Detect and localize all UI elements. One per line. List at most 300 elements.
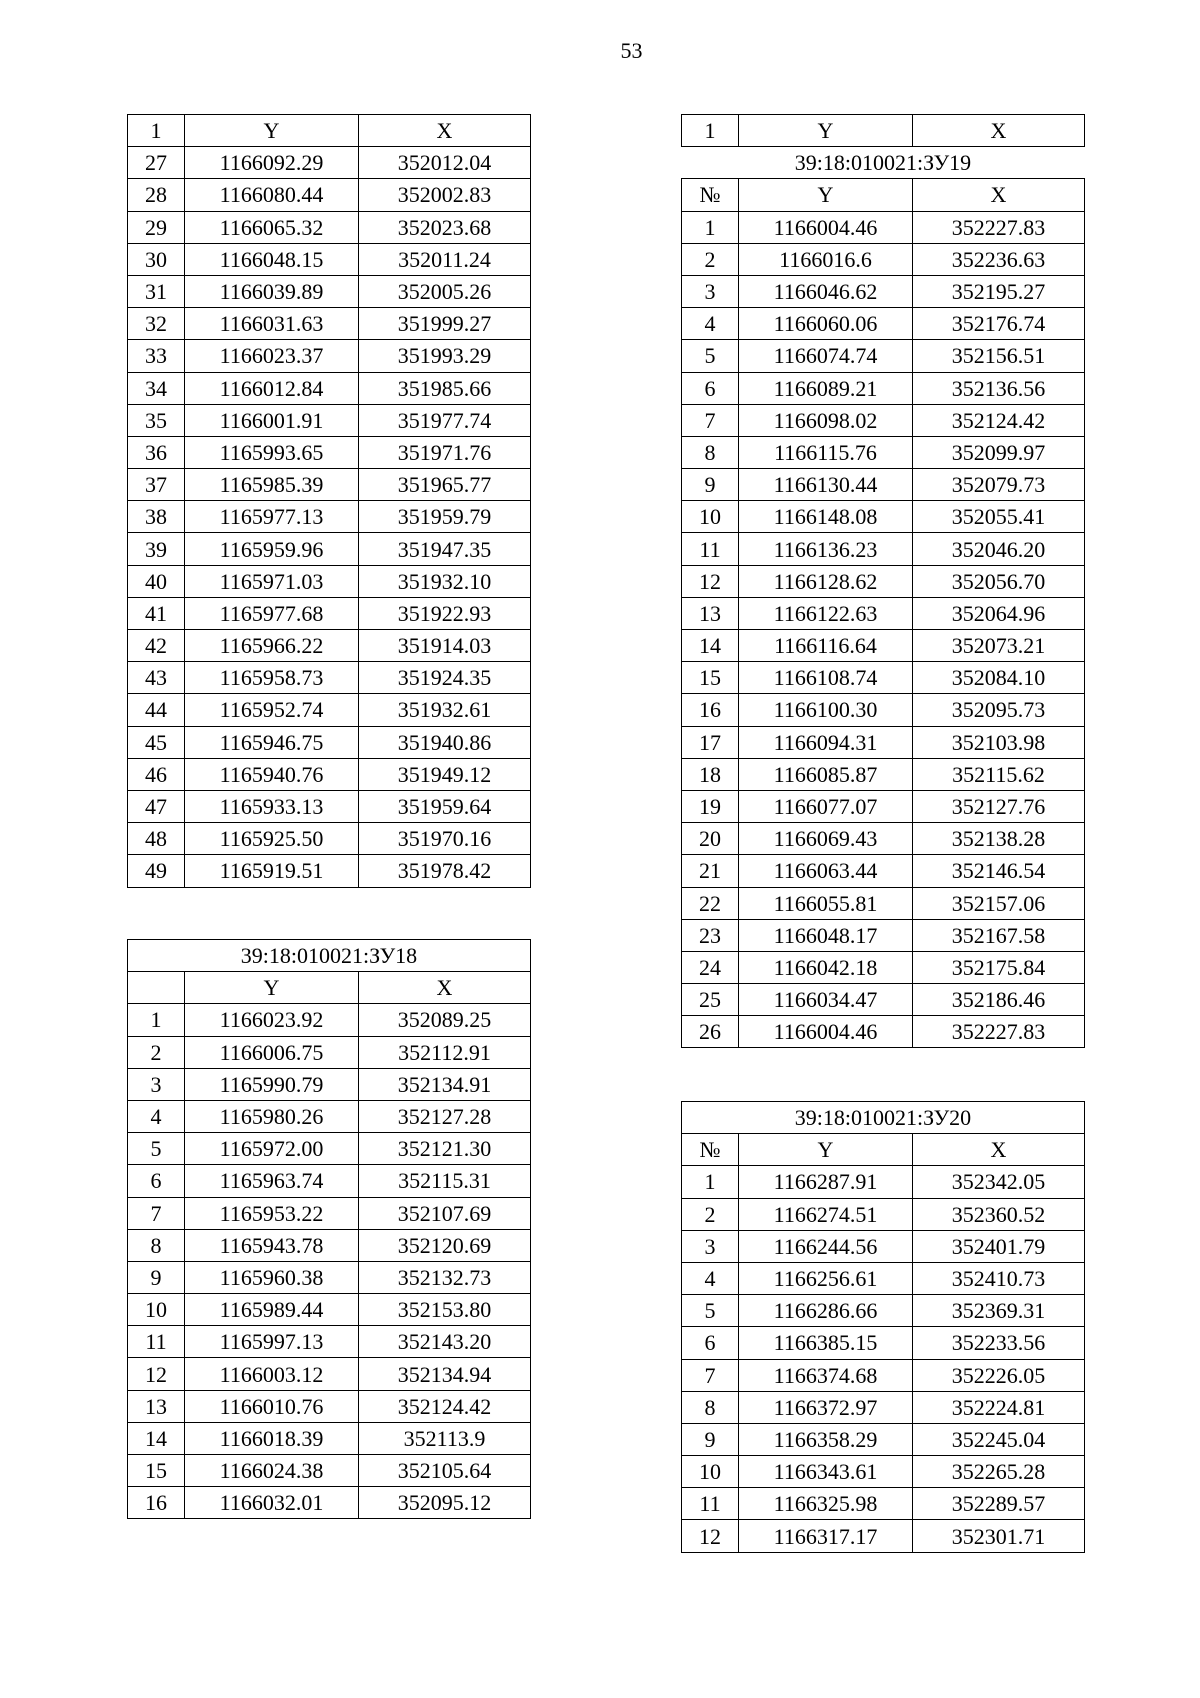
column-header-x: X <box>913 1134 1085 1166</box>
cell-y-coordinate: 1165966.22 <box>185 630 359 662</box>
table-row <box>682 501 1085 533</box>
cell-point-number: 43 <box>128 662 185 694</box>
table-row <box>682 758 1085 790</box>
table-row <box>128 147 531 179</box>
cell-y-coordinate: 1166001.91 <box>185 404 359 436</box>
cell-point-number: 7 <box>682 404 739 436</box>
cell-point-number: 4 <box>128 1100 185 1132</box>
cell-y-coordinate: 1166116.64 <box>739 630 913 662</box>
coordinates-table-continued-left <box>127 114 531 888</box>
column-header-x: X <box>913 179 1085 211</box>
cell-point-number: 27 <box>128 147 185 179</box>
cell-point-number: 10 <box>682 501 739 533</box>
cell-y-coordinate: 1165971.03 <box>185 565 359 597</box>
cell-point-number: 4 <box>682 1262 739 1294</box>
table-row <box>128 790 531 822</box>
cell-x-coordinate: 352056.70 <box>913 565 1085 597</box>
cell-x-coordinate: 352064.96 <box>913 597 1085 629</box>
table-row <box>128 1068 531 1100</box>
cell-x-coordinate: 352369.31 <box>913 1295 1085 1327</box>
cell-x-coordinate: 351971.76 <box>359 436 531 468</box>
cell-point-number: 45 <box>128 726 185 758</box>
cell-y-coordinate: 1166048.15 <box>185 243 359 275</box>
cell-point-number: 31 <box>128 275 185 307</box>
cell-y-coordinate: 1166055.81 <box>739 887 913 919</box>
cell-point-number: 44 <box>128 694 185 726</box>
cell-point-number: 5 <box>128 1133 185 1165</box>
table-row <box>128 1036 531 1068</box>
column-header-y: Y <box>739 115 913 147</box>
cell-point-number: 4 <box>682 308 739 340</box>
cell-x-coordinate: 351959.79 <box>359 501 531 533</box>
table-row <box>128 179 531 211</box>
parcel-title: 39:18:010021:ЗУ18 <box>128 940 531 972</box>
cell-x-coordinate: 352360.52 <box>913 1198 1085 1230</box>
cell-x-coordinate: 352132.73 <box>359 1261 531 1293</box>
cell-x-coordinate: 352143.20 <box>359 1326 531 1358</box>
cell-y-coordinate: 1165985.39 <box>185 469 359 501</box>
table-row <box>128 372 531 404</box>
cell-x-coordinate: 351965.77 <box>359 469 531 501</box>
cell-x-coordinate: 352103.98 <box>913 726 1085 758</box>
cell-point-number: 1 <box>682 1166 739 1198</box>
cell-x-coordinate: 351970.16 <box>359 823 531 855</box>
cell-x-coordinate: 352342.05 <box>913 1166 1085 1198</box>
cell-point-number: 8 <box>682 1391 739 1423</box>
cell-y-coordinate: 1166032.01 <box>185 1487 359 1519</box>
column-header-y: Y <box>739 179 913 211</box>
cell-point-number: 2 <box>682 1198 739 1230</box>
cell-y-coordinate: 1166094.31 <box>739 726 913 758</box>
cell-point-number: 46 <box>128 758 185 790</box>
cell-x-coordinate: 352011.24 <box>359 243 531 275</box>
cell-x-coordinate: 352175.84 <box>913 951 1085 983</box>
table-row <box>128 694 531 726</box>
table-row <box>682 726 1085 758</box>
cell-y-coordinate: 1166010.76 <box>185 1390 359 1422</box>
table-row <box>682 308 1085 340</box>
cell-y-coordinate: 1166039.89 <box>185 275 359 307</box>
cell-x-coordinate: 351932.61 <box>359 694 531 726</box>
cell-point-number: 12 <box>682 1520 739 1552</box>
cell-y-coordinate: 1166012.84 <box>185 372 359 404</box>
cell-point-number: 34 <box>128 372 185 404</box>
cell-point-number: 32 <box>128 308 185 340</box>
table-title-row <box>682 147 1085 179</box>
cell-point-number: 6 <box>682 1327 739 1359</box>
table-row <box>128 469 531 501</box>
cell-y-coordinate: 1166089.21 <box>739 372 913 404</box>
cell-y-coordinate: 1165958.73 <box>185 662 359 694</box>
cell-x-coordinate: 352055.41 <box>913 501 1085 533</box>
cell-x-coordinate: 351999.27 <box>359 308 531 340</box>
cell-x-coordinate: 352113.9 <box>359 1422 531 1454</box>
table-row <box>128 1422 531 1454</box>
cell-point-number: 10 <box>128 1294 185 1326</box>
table-row <box>128 1100 531 1132</box>
table-row <box>682 1198 1085 1230</box>
cell-y-coordinate: 1166074.74 <box>739 340 913 372</box>
cell-y-coordinate: 1166023.92 <box>185 1004 359 1036</box>
table-title-row <box>128 940 531 972</box>
table-row <box>682 887 1085 919</box>
cell-x-coordinate: 351924.35 <box>359 662 531 694</box>
cell-point-number: 11 <box>128 1326 185 1358</box>
cell-point-number: 28 <box>128 179 185 211</box>
cell-x-coordinate: 352084.10 <box>913 662 1085 694</box>
table-row <box>128 243 531 275</box>
cell-x-coordinate: 352127.28 <box>359 1100 531 1132</box>
cell-y-coordinate: 1166130.44 <box>739 469 913 501</box>
cell-x-coordinate: 352233.56 <box>913 1327 1085 1359</box>
cell-x-coordinate: 352138.28 <box>913 823 1085 855</box>
cell-y-coordinate: 1166274.51 <box>739 1198 913 1230</box>
table-row <box>128 630 531 662</box>
cell-y-coordinate: 1166256.61 <box>739 1262 913 1294</box>
cell-y-coordinate: 1166080.44 <box>185 179 359 211</box>
cell-point-number: 11 <box>682 1488 739 1520</box>
cell-x-coordinate: 351914.03 <box>359 630 531 662</box>
table-body <box>682 115 1085 1048</box>
cell-point-number: 14 <box>682 630 739 662</box>
column-header-number: № <box>682 179 739 211</box>
cell-y-coordinate: 1165952.74 <box>185 694 359 726</box>
cell-point-number: 16 <box>682 694 739 726</box>
cell-y-coordinate: 1166018.39 <box>185 1422 359 1454</box>
table-row <box>128 308 531 340</box>
cell-point-number: 7 <box>128 1197 185 1229</box>
cell-point-number: 14 <box>128 1422 185 1454</box>
column-header-y: Y <box>185 972 359 1004</box>
cell-x-coordinate: 352195.27 <box>913 275 1085 307</box>
cell-point-number: 25 <box>682 984 739 1016</box>
cell-y-coordinate: 1166077.07 <box>739 790 913 822</box>
table-row <box>682 790 1085 822</box>
cell-x-coordinate: 352023.68 <box>359 211 531 243</box>
table-row <box>682 1520 1085 1552</box>
page-number: 53 <box>620 38 643 63</box>
table-body <box>128 940 531 1519</box>
cell-y-coordinate: 1165989.44 <box>185 1294 359 1326</box>
cell-x-coordinate: 352105.64 <box>359 1455 531 1487</box>
cell-point-number: 6 <box>128 1165 185 1197</box>
cell-y-coordinate: 1165980.26 <box>185 1100 359 1132</box>
cell-x-coordinate: 352115.31 <box>359 1165 531 1197</box>
table-row <box>682 984 1085 1016</box>
table-row <box>128 436 531 468</box>
cell-x-coordinate: 351940.86 <box>359 726 531 758</box>
table-row <box>682 1166 1085 1198</box>
column-header-x: X <box>359 972 531 1004</box>
cell-point-number: 8 <box>682 436 739 468</box>
cell-y-coordinate: 1166048.17 <box>739 919 913 951</box>
cell-y-coordinate: 1166122.63 <box>739 597 913 629</box>
cell-x-coordinate: 352146.54 <box>913 855 1085 887</box>
cell-x-coordinate: 351949.12 <box>359 758 531 790</box>
table-row <box>128 758 531 790</box>
table-row <box>682 1456 1085 1488</box>
cell-y-coordinate: 1166069.43 <box>739 823 913 855</box>
table-row <box>682 1391 1085 1423</box>
cell-y-coordinate: 1166016.6 <box>739 243 913 275</box>
cell-point-number: 3 <box>682 1230 739 1262</box>
cell-y-coordinate: 1166244.56 <box>739 1230 913 1262</box>
table-row <box>682 340 1085 372</box>
table-row <box>682 211 1085 243</box>
cell-point-number: 11 <box>682 533 739 565</box>
cell-x-coordinate: 352127.76 <box>913 790 1085 822</box>
table-row <box>128 1390 531 1422</box>
cell-point-number: 26 <box>682 1016 739 1048</box>
cell-y-coordinate: 1166004.46 <box>739 211 913 243</box>
cell-x-coordinate: 352226.05 <box>913 1359 1085 1391</box>
cell-x-coordinate: 351922.93 <box>359 597 531 629</box>
cell-x-coordinate: 351993.29 <box>359 340 531 372</box>
cell-point-number: 30 <box>128 243 185 275</box>
cell-x-coordinate: 351977.74 <box>359 404 531 436</box>
cell-y-coordinate: 1165990.79 <box>185 1068 359 1100</box>
cell-point-number: 24 <box>682 951 739 983</box>
table-row <box>128 1165 531 1197</box>
cell-point-number: 37 <box>128 469 185 501</box>
table-row <box>682 565 1085 597</box>
table-row <box>128 1358 531 1390</box>
cell-y-coordinate: 1166325.98 <box>739 1488 913 1520</box>
cell-x-coordinate: 351932.10 <box>359 565 531 597</box>
table-row <box>682 823 1085 855</box>
cell-x-coordinate: 351985.66 <box>359 372 531 404</box>
cell-y-coordinate: 1165963.74 <box>185 1165 359 1197</box>
cell-x-coordinate: 352227.83 <box>913 1016 1085 1048</box>
cell-x-coordinate: 352099.97 <box>913 436 1085 468</box>
cell-x-coordinate: 352224.81 <box>913 1391 1085 1423</box>
cell-x-coordinate: 352153.80 <box>359 1294 531 1326</box>
table-row <box>682 855 1085 887</box>
cell-x-coordinate: 352120.69 <box>359 1229 531 1261</box>
table-row <box>128 211 531 243</box>
cell-point-number: 36 <box>128 436 185 468</box>
cell-point-number: 29 <box>128 211 185 243</box>
table-row <box>128 1294 531 1326</box>
table-row <box>128 1455 531 1487</box>
table-row <box>682 243 1085 275</box>
table-row <box>128 1004 531 1036</box>
table-row <box>682 630 1085 662</box>
cell-y-coordinate: 1165977.68 <box>185 597 359 629</box>
cell-x-coordinate: 352073.21 <box>913 630 1085 662</box>
cell-point-number: 39 <box>128 533 185 565</box>
cell-x-coordinate: 352410.73 <box>913 1262 1085 1294</box>
table-row <box>682 1295 1085 1327</box>
table-row <box>128 501 531 533</box>
cell-y-coordinate: 1166372.97 <box>739 1391 913 1423</box>
cell-point-number: 40 <box>128 565 185 597</box>
table-header-row <box>128 972 531 1004</box>
cell-x-coordinate: 352134.91 <box>359 1068 531 1100</box>
cell-x-coordinate: 352002.83 <box>359 179 531 211</box>
cell-point-number: 2 <box>682 243 739 275</box>
cell-x-coordinate: 352089.25 <box>359 1004 531 1036</box>
cell-x-coordinate: 352136.56 <box>913 372 1085 404</box>
cell-y-coordinate: 1165997.13 <box>185 1326 359 1358</box>
table-header-row <box>682 115 1085 147</box>
zu20-coordinates-table <box>681 1101 1085 1553</box>
cell-point-number: 23 <box>682 919 739 951</box>
cell-point-number: 5 <box>682 1295 739 1327</box>
table-row <box>682 951 1085 983</box>
cell-y-coordinate: 1166108.74 <box>739 662 913 694</box>
table-row <box>682 1230 1085 1262</box>
column-header-number: № <box>682 1134 739 1166</box>
table-row <box>682 1359 1085 1391</box>
table-row <box>682 469 1085 501</box>
cell-x-coordinate: 352236.63 <box>913 243 1085 275</box>
table-row <box>128 1261 531 1293</box>
cell-x-coordinate: 352176.74 <box>913 308 1085 340</box>
cell-point-number: 9 <box>682 469 739 501</box>
cell-x-coordinate: 351959.64 <box>359 790 531 822</box>
table-row <box>128 1197 531 1229</box>
cell-point-number: 20 <box>682 823 739 855</box>
cell-x-coordinate: 352156.51 <box>913 340 1085 372</box>
cell-y-coordinate: 1166343.61 <box>739 1456 913 1488</box>
cell-x-coordinate: 352186.46 <box>913 984 1085 1016</box>
column-header-number: 1 <box>128 115 185 147</box>
cell-point-number: 33 <box>128 340 185 372</box>
cell-point-number: 19 <box>682 790 739 822</box>
cell-point-number: 12 <box>682 565 739 597</box>
cell-y-coordinate: 1166128.62 <box>739 565 913 597</box>
table-row <box>682 694 1085 726</box>
table-row <box>682 1423 1085 1455</box>
cell-point-number: 21 <box>682 855 739 887</box>
cell-y-coordinate: 1165919.51 <box>185 855 359 887</box>
table-row <box>682 275 1085 307</box>
table-row <box>682 662 1085 694</box>
table-row <box>682 436 1085 468</box>
cell-y-coordinate: 1166385.15 <box>739 1327 913 1359</box>
cell-y-coordinate: 1166031.63 <box>185 308 359 340</box>
cell-x-coordinate: 352124.42 <box>359 1390 531 1422</box>
table-row <box>128 1326 531 1358</box>
cell-y-coordinate: 1165940.76 <box>185 758 359 790</box>
cell-y-coordinate: 1166006.75 <box>185 1036 359 1068</box>
cell-point-number: 17 <box>682 726 739 758</box>
table-header-row <box>128 115 531 147</box>
parcel-title: 39:18:010021:ЗУ19 <box>682 147 1085 179</box>
cell-y-coordinate: 1166286.66 <box>739 1295 913 1327</box>
cell-x-coordinate: 352227.83 <box>913 211 1085 243</box>
table-header-row <box>682 1134 1085 1166</box>
cell-y-coordinate: 1166024.38 <box>185 1455 359 1487</box>
table-body <box>128 115 531 888</box>
cell-y-coordinate: 1166046.62 <box>739 275 913 307</box>
cell-x-coordinate: 352095.73 <box>913 694 1085 726</box>
cell-y-coordinate: 1166287.91 <box>739 1166 913 1198</box>
table-row <box>128 855 531 887</box>
cell-y-coordinate: 1166004.46 <box>739 1016 913 1048</box>
cell-x-coordinate: 352107.69 <box>359 1197 531 1229</box>
cell-point-number: 6 <box>682 372 739 404</box>
cell-point-number: 22 <box>682 887 739 919</box>
cell-y-coordinate: 1165972.00 <box>185 1133 359 1165</box>
column-header-x: X <box>913 115 1085 147</box>
table-row <box>682 1488 1085 1520</box>
cell-point-number: 13 <box>682 597 739 629</box>
table-row <box>128 597 531 629</box>
cell-point-number: 38 <box>128 501 185 533</box>
cell-point-number: 49 <box>128 855 185 887</box>
cell-x-coordinate: 352115.62 <box>913 758 1085 790</box>
table-row <box>682 404 1085 436</box>
table-row <box>128 533 531 565</box>
table-row <box>128 275 531 307</box>
cell-y-coordinate: 1165946.75 <box>185 726 359 758</box>
table-row <box>682 533 1085 565</box>
table-row <box>128 1229 531 1261</box>
cell-point-number: 12 <box>128 1358 185 1390</box>
cell-y-coordinate: 1165993.65 <box>185 436 359 468</box>
cell-y-coordinate: 1165933.13 <box>185 790 359 822</box>
cell-x-coordinate: 352012.04 <box>359 147 531 179</box>
cell-y-coordinate: 1166148.08 <box>739 501 913 533</box>
cell-y-coordinate: 1166374.68 <box>739 1359 913 1391</box>
cell-x-coordinate: 352301.71 <box>913 1520 1085 1552</box>
cell-x-coordinate: 352265.28 <box>913 1456 1085 1488</box>
cell-x-coordinate: 352167.58 <box>913 919 1085 951</box>
cell-y-coordinate: 1166023.37 <box>185 340 359 372</box>
column-header-number <box>128 972 185 1004</box>
zu18-coordinates-table <box>127 939 531 1519</box>
cell-y-coordinate: 1165943.78 <box>185 1229 359 1261</box>
table-row <box>682 919 1085 951</box>
cell-point-number: 15 <box>128 1455 185 1487</box>
cell-y-coordinate: 1165960.38 <box>185 1261 359 1293</box>
cell-y-coordinate: 1166034.47 <box>739 984 913 1016</box>
table-row <box>128 404 531 436</box>
cell-point-number: 10 <box>682 1456 739 1488</box>
cell-point-number: 8 <box>128 1229 185 1261</box>
zu19-coordinates-table <box>681 114 1085 1048</box>
cell-y-coordinate: 1165977.13 <box>185 501 359 533</box>
cell-y-coordinate: 1166136.23 <box>739 533 913 565</box>
cell-y-coordinate: 1166060.06 <box>739 308 913 340</box>
cell-y-coordinate: 1166065.32 <box>185 211 359 243</box>
cell-x-coordinate: 352124.42 <box>913 404 1085 436</box>
cell-point-number: 9 <box>682 1423 739 1455</box>
table-row <box>682 1327 1085 1359</box>
cell-y-coordinate: 1166098.02 <box>739 404 913 436</box>
table-row <box>128 823 531 855</box>
cell-point-number: 3 <box>682 275 739 307</box>
cell-x-coordinate: 351978.42 <box>359 855 531 887</box>
cell-x-coordinate: 352157.06 <box>913 887 1085 919</box>
cell-x-coordinate: 352079.73 <box>913 469 1085 501</box>
cell-y-coordinate: 1166358.29 <box>739 1423 913 1455</box>
cell-x-coordinate: 352245.04 <box>913 1423 1085 1455</box>
table-header-row <box>682 179 1085 211</box>
cell-point-number: 42 <box>128 630 185 662</box>
cell-point-number: 48 <box>128 823 185 855</box>
cell-x-coordinate: 352401.79 <box>913 1230 1085 1262</box>
cell-x-coordinate: 352289.57 <box>913 1488 1085 1520</box>
table-row <box>682 1016 1085 1048</box>
cell-y-coordinate: 1166317.17 <box>739 1520 913 1552</box>
table-row <box>128 565 531 597</box>
table-row <box>128 1133 531 1165</box>
cell-y-coordinate: 1166092.29 <box>185 147 359 179</box>
cell-point-number: 13 <box>128 1390 185 1422</box>
